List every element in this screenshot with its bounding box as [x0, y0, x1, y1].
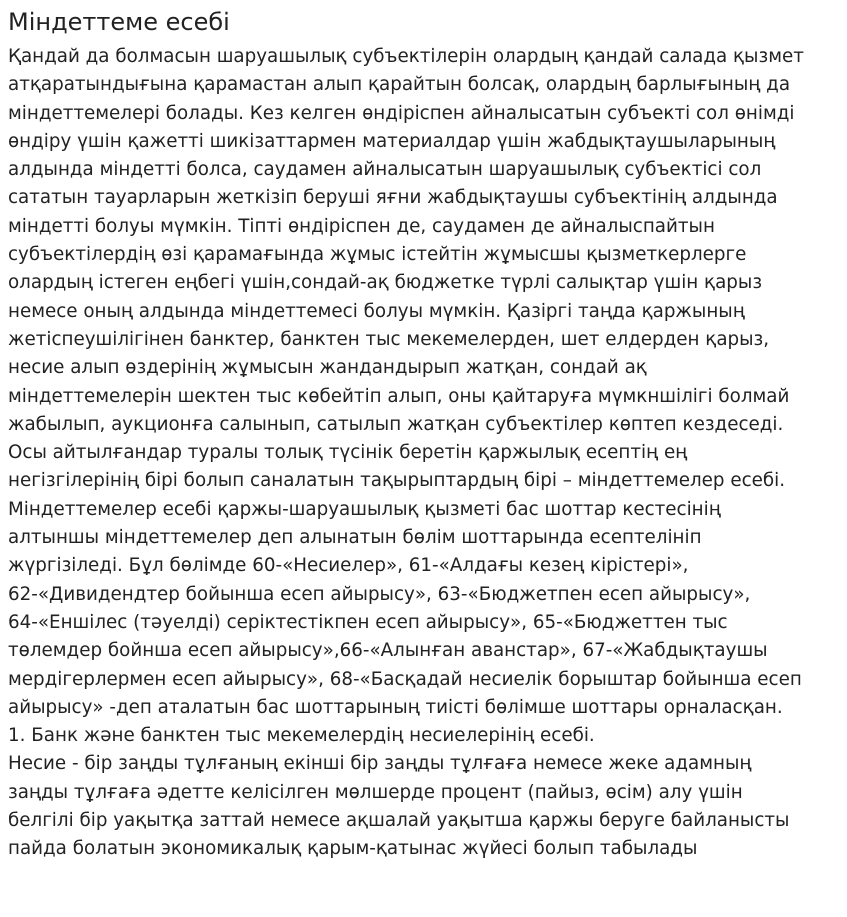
- text-line: міндеттемелері болады. Кез келген өндіріспен айналысатын субъекті сол өнімді: [8, 102, 795, 124]
- text-line: олардың істеген еңбегі үшін,сондай-ақ бюджетке түрлі салықтар үшін қарыз: [8, 272, 763, 294]
- text-line: алтыншы міндеттемелер деп алынатын бөлім шоттарында есептелініп: [8, 527, 702, 549]
- text-line: жүргізіледі. Бұл бөлімде 60-«Несиелер», 61-«Алдағы кезең кірістері»,: [8, 555, 689, 577]
- text-line: 64-«Еншілес (тәуелді) серіктестікпен есеп айырысу», 65-«Бюджеттен тыс: [8, 611, 728, 633]
- text-line: айырысу» -деп аталатын бас шоттарының тиісті бөлімше шоттары орналасқан.: [8, 696, 783, 718]
- text-line: 62-«Дивидендтер бойынша есеп айырысу», 63-«Бюджетпен есеп айырысу»,: [8, 583, 751, 605]
- text-line: Қандай да болмасын шаруашылық субъектілерін олардың қандай салада қызмет: [8, 46, 804, 67]
- text-line: Несие - бір заңды тұлғаның екінші бір заңды тұлғаға немесе жеке адамның: [8, 753, 752, 775]
- text-line: негізгілерінің бірі болып саналатын тақырыптардың бірі – міндеттемелер есебі.: [8, 470, 786, 492]
- text-line: субъектілердің өзі қарамағында жұмыс істейтін жұмысшы қызметкерлерге: [8, 244, 747, 266]
- document-body: [8, 43, 839, 864]
- text-line: несие алып өздерінің жұмысын жандандырып жатқан, сондай ақ: [8, 357, 647, 379]
- text-line: төлемдер бойнша есеп айырысу»,66-«Алынған аванстар», 67-«Жабдықтаушы: [8, 640, 768, 662]
- text-line: атқаратындығына қарамастан алып қарайтын болсақ, олардың барлығының да: [8, 74, 791, 96]
- text-line: пайда болатын экономикалық қарым-қатынас жүйесі болып табылады: [8, 838, 698, 860]
- text-line: Міндеттемелер есебі қаржы-шаруашылық қызметі бас шоттар кестесінің: [8, 498, 721, 520]
- page-title: Міндеттеме есебі: [8, 8, 230, 36]
- text-line: өндіру үшін қажетті шикізаттармен материалдар үшін жабдықтаушыларының: [8, 130, 776, 152]
- text-line: жетіспеушілігінен банктер, банктен тыс мекемелерден, шет елдерден қарыз,: [8, 328, 770, 350]
- text-line: заңды тұлғаға әдетте келісілген мөлшерде процент (пайыз, өсім) алу үшін: [8, 781, 743, 803]
- text-line: жабылып, аукционға салынып, сатылып жатқан субъектілер көптеп кездеседі.: [8, 413, 784, 435]
- text-line: мердігерлермен есеп айырысу», 68-«Басқадай несиелік борыштар бойынша есеп: [8, 668, 802, 690]
- text-line: белгілі бір уақытқа заттай немесе ақшалай уақытша қаржы беруге байланысты: [8, 810, 790, 832]
- text-line: Осы айтылғандар туралы толық түсінік беретін қаржылық есептің ең: [8, 442, 688, 464]
- text-line: сататын тауарларын жеткізіп беруші яғни жабдықтаушы субъектінің алдында: [8, 187, 778, 209]
- text-line: немесе оның алдында міндеттемесі болуы мүмкін. Қазіргі таңда қаржының: [8, 300, 745, 322]
- text-line: 1. Банк және банктен тыс мекемелердің несиелерінің есебі.: [8, 725, 595, 747]
- text-line: алдында міндетті болса, саудамен айналысатын шаруашылық субъектісі сол: [8, 159, 762, 181]
- text-line: міндетті болуы мүмкін. Тіпті өндіріспен де, саудамен де айналыспайтын: [8, 215, 715, 237]
- text-line: міндеттемелерін шектен тыс көбейтіп алып, оны қайтаруға мүмкншілігі болмай: [8, 385, 790, 407]
